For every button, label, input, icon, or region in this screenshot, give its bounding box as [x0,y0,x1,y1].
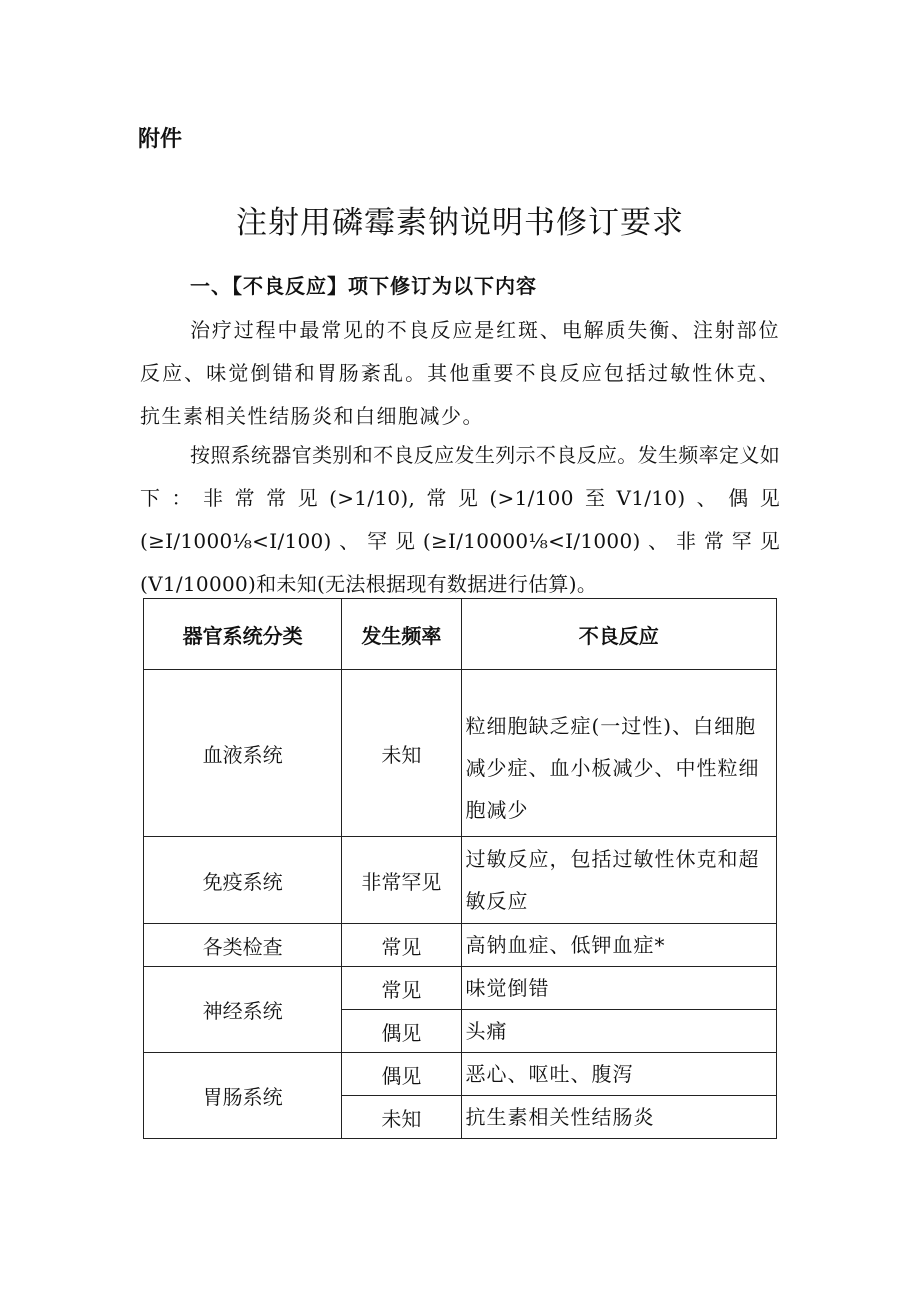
reaction-cell: 头痛 [461,1010,777,1053]
frequency-cell: 未知 [342,670,461,837]
table-row [144,967,777,1010]
table-row [144,837,777,924]
table-row [144,924,777,967]
frequency-cell: 常见 [342,924,461,967]
table-row [144,1053,777,1096]
organ-cell: 胃肠系统 [144,1053,342,1139]
organ-cell: 各类检查 [144,924,342,967]
reaction-cell: 粒细胞缺乏症(一过性)、白细胞减少症、血小板减少、中性粒细胞减少 [461,670,777,837]
intro-paragraph: 治疗过程中最常见的不良反应是红斑、电解质失衡、注射部位反应、味觉倒错和胃肠紊乱。其他重要不良反应包括过敏性休克、抗生素相关性结肠炎和白细胞减少。 [140,318,780,428]
header-organ: 器官系统分类 [144,599,342,670]
adverse-reaction-table [143,598,777,1139]
frequency-cell: 未知 [342,1096,461,1139]
frequency-cell: 偶见 [342,1053,461,1096]
organ-cell: 血液系统 [144,670,342,837]
frequency-cell: 偶见 [342,1010,461,1053]
reaction-cell: 高钠血症、低钾血症* [461,924,777,967]
frequency-definition-paragraph: 按照系统器官类别和不良反应发生列示不良反应。发生频率定义如下：非常常见(>1/10),常见(>1/100至V1/10)、偶见(≥I/1000⅛<I/100)、罕见(≥I/10000⅛<I/1000)、非常罕见(V1/10000)和未知(无法根据现有数据进行估算)。 [140,443,780,596]
frequency-cell: 常见 [342,967,461,1010]
organ-cell: 神经系统 [144,967,342,1053]
reaction-cell: 恶心、呕吐、腹泻 [461,1053,777,1096]
reaction-cell: 过敏反应，包括过敏性休克和超敏反应 [461,837,777,924]
table-header-row [144,599,777,670]
document-title: 注射用磷霉素钠说明书修订要求 [236,205,684,241]
header-frequency: 发生频率 [342,599,461,670]
frequency-cell: 非常罕见 [342,837,461,924]
attachment-label: 附件 [138,127,183,152]
section-heading: 一、【不良反应】项下修订为以下内容 [190,274,537,298]
table-row [144,670,777,837]
reaction-cell: 抗生素相关性结肠炎 [461,1096,777,1139]
header-reaction: 不良反应 [461,599,777,670]
organ-cell: 免疫系统 [144,837,342,924]
reaction-cell: 味觉倒错 [461,967,777,1010]
